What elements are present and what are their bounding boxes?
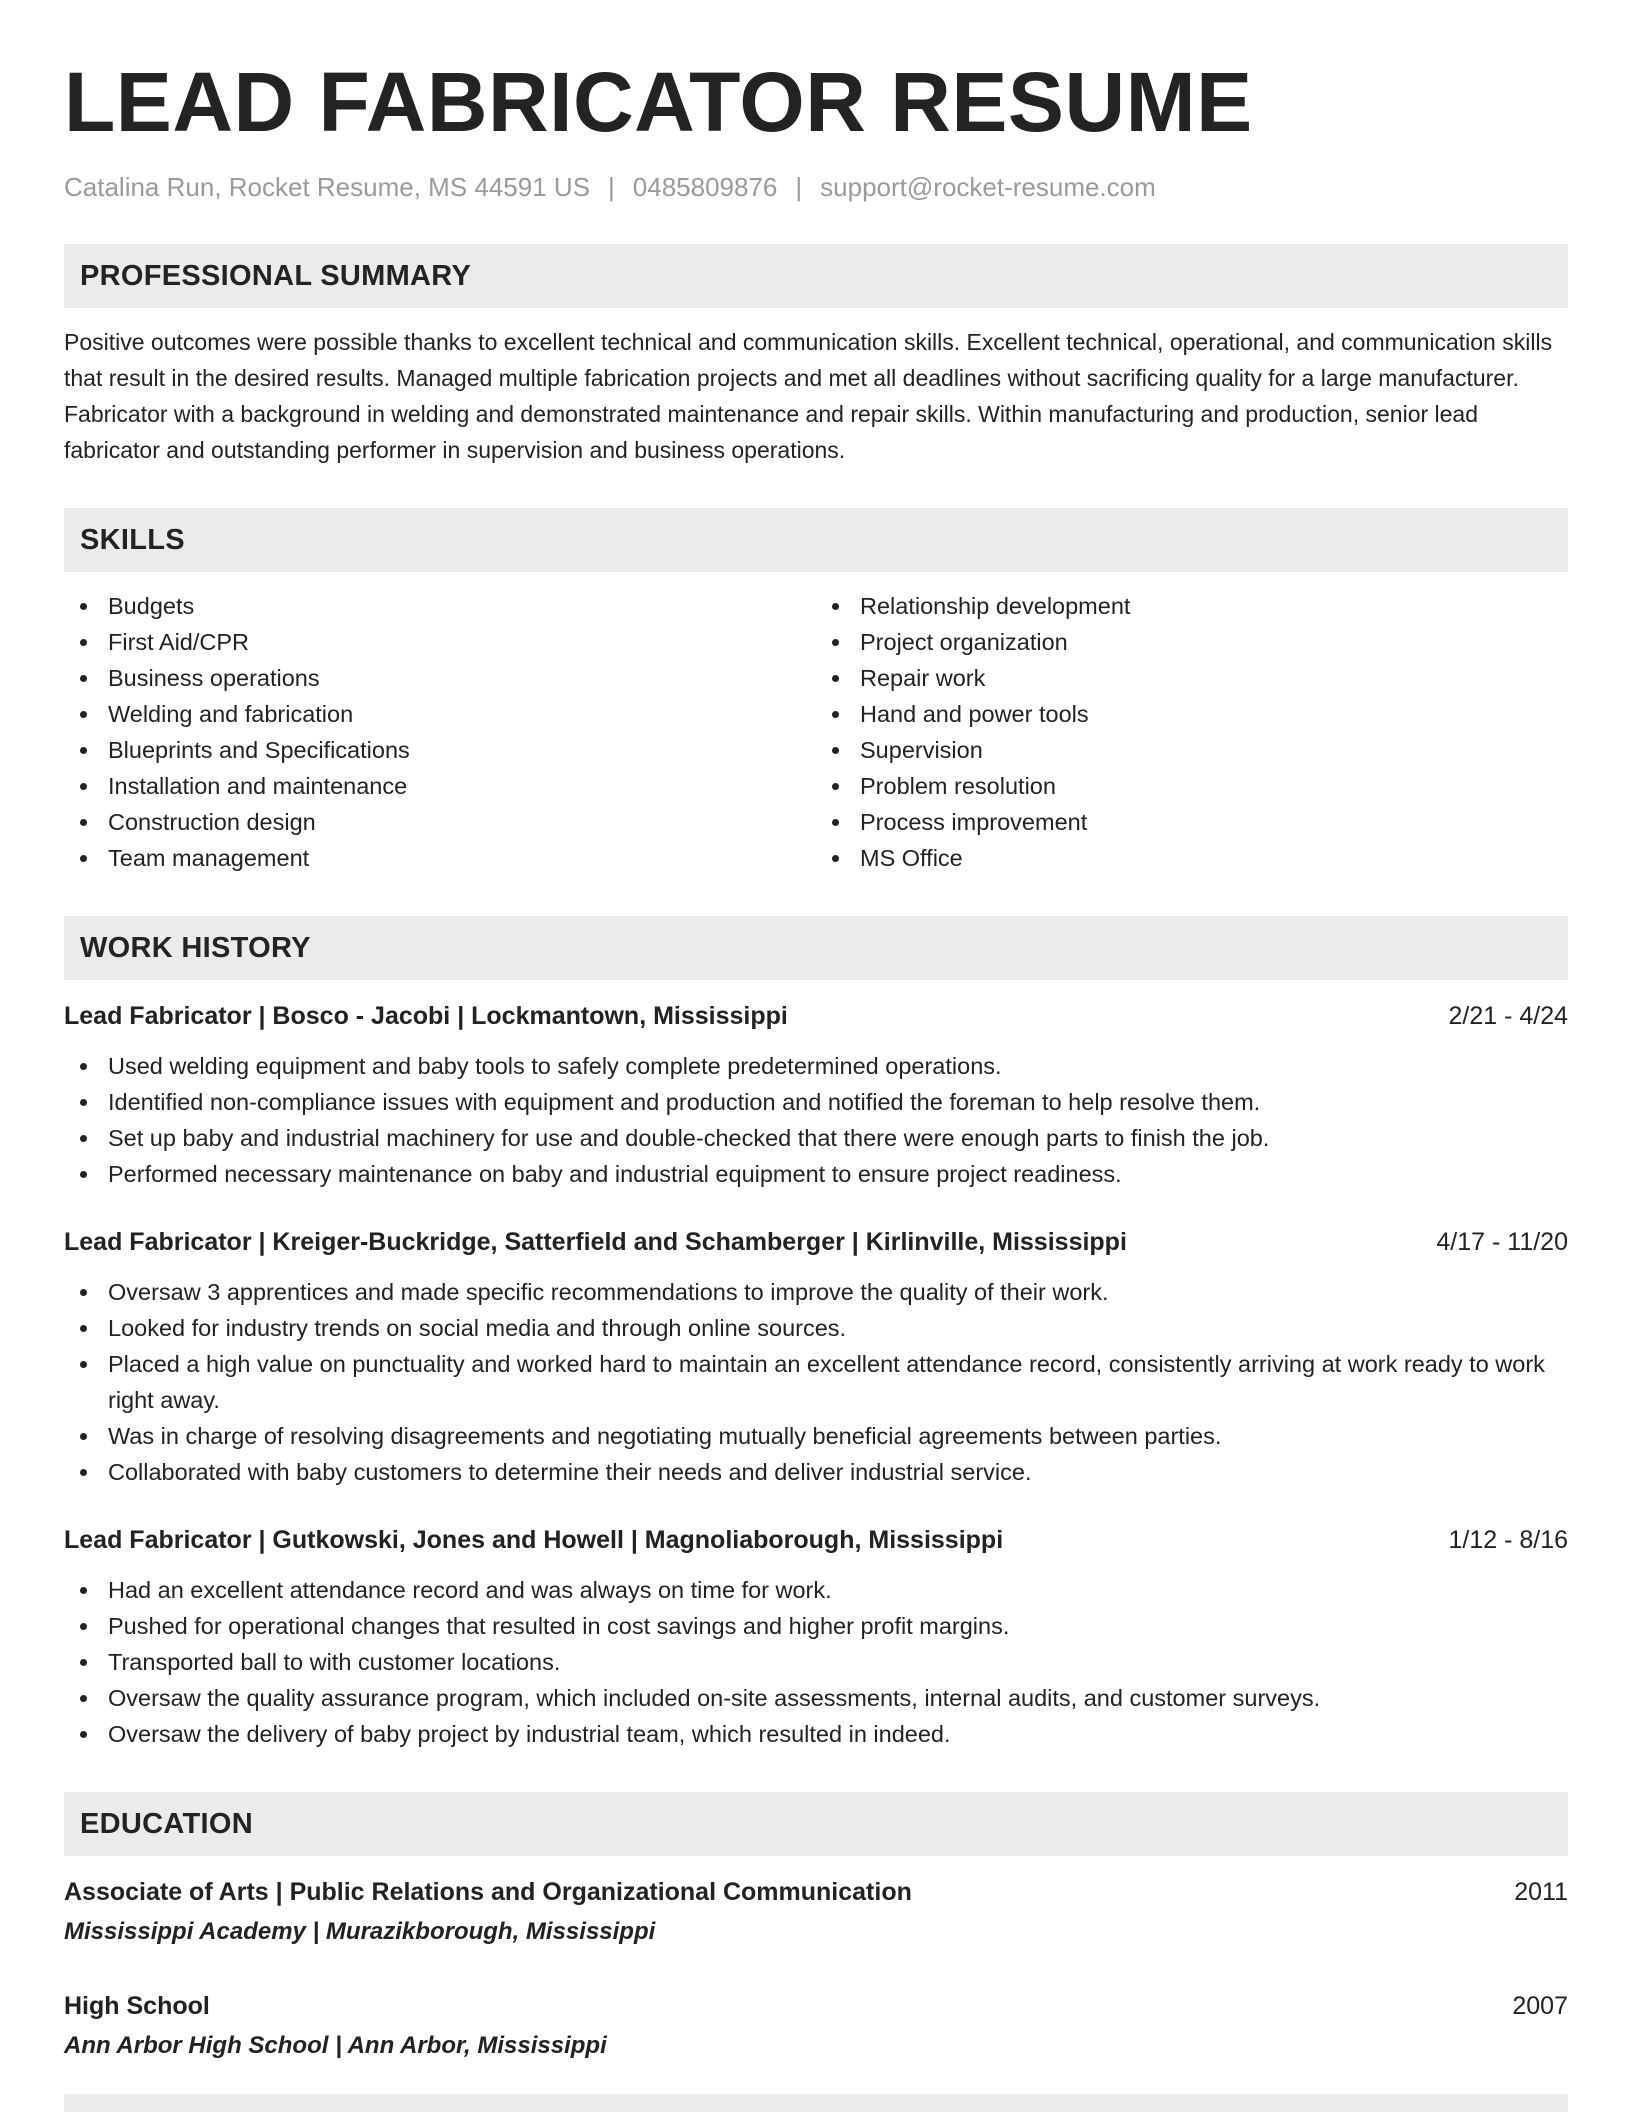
- job-title: Lead Fabricator | Bosco - Jacobi | Lockmantown, Mississippi: [64, 1002, 788, 1030]
- education-header: [64, 1874, 1568, 1910]
- education-degree: High School: [64, 1992, 210, 2020]
- skill-item: Construction design: [64, 804, 816, 840]
- skill-item: Blueprints and Specifications: [64, 732, 816, 768]
- contact-email: support@rocket-resume.com: [820, 172, 1156, 202]
- education-year: 2007: [1512, 1992, 1568, 2020]
- skill-item: Team management: [64, 840, 816, 876]
- job-title: Lead Fabricator | Kreiger-Buckridge, Satterfield and Schamberger | Kirlinville, Mississippi: [64, 1228, 1127, 1256]
- education-entry: [64, 1988, 1568, 2064]
- job-bullets: [64, 1048, 1568, 1192]
- job-bullet: Set up baby and industrial machinery for use and double-checked that there were enough parts to finish the job.: [64, 1120, 1568, 1156]
- job-entry: [64, 998, 1568, 1192]
- job-bullet: Oversaw the quality assurance program, which included on-site assessments, internal audits, and customer surveys.: [64, 1680, 1568, 1716]
- job-title: Lead Fabricator | Gutkowski, Jones and Howell | Magnoliaborough, Mississippi: [64, 1526, 1004, 1554]
- job-bullets: [64, 1274, 1568, 1490]
- education-header: [64, 1988, 1568, 2024]
- skill-item: Budgets: [64, 588, 816, 624]
- skill-item: Repair work: [816, 660, 1568, 696]
- resume-title: LEAD FABRICATOR RESUME: [64, 55, 1253, 149]
- skill-item: Supervision: [816, 732, 1568, 768]
- contact-line: [64, 170, 1568, 204]
- job-bullet: Identified non-compliance issues with equipment and production and notified the foreman to help resolve them.: [64, 1084, 1568, 1120]
- skill-item: Welding and fabrication: [64, 696, 816, 732]
- contact-separator: |: [608, 172, 615, 202]
- skill-item: Relationship development: [816, 588, 1568, 624]
- education-heading: EDUCATION: [64, 1792, 1568, 1856]
- job-dates: 2/21 - 4/24: [1448, 1002, 1568, 1030]
- job-header: [64, 998, 1568, 1034]
- skill-item: Installation and maintenance: [64, 768, 816, 804]
- job-bullet: Used welding equipment and baby tools to safely complete predetermined operations.: [64, 1048, 1568, 1084]
- education-degree: Associate of Arts | Public Relations and Organizational Communication: [64, 1878, 912, 1906]
- skill-item: Business operations: [64, 660, 816, 696]
- education-school: Ann Arbor High School | Ann Arbor, Mississippi: [64, 2032, 607, 2059]
- education-school: Mississippi Academy | Murazikborough, Mississippi: [64, 1918, 656, 1945]
- contact-address: Catalina Run, Rocket Resume, MS 44591 US: [64, 172, 591, 202]
- skill-item: Hand and power tools: [816, 696, 1568, 732]
- job-dates: 1/12 - 8/16: [1448, 1526, 1568, 1554]
- skill-item: Project organization: [816, 624, 1568, 660]
- education-year: 2011: [1514, 1878, 1568, 1906]
- job-bullet: Transported ball to with customer locations.: [64, 1644, 1568, 1680]
- job-bullet: Oversaw 3 apprentices and made specific recommendations to improve the quality of their work.: [64, 1274, 1568, 1310]
- job-dates: 4/17 - 11/20: [1436, 1228, 1568, 1256]
- contact-phone: 0485809876: [632, 172, 778, 202]
- next-section-bar: [64, 2094, 1568, 2112]
- skills-column-left: [64, 588, 816, 876]
- contact-separator: |: [795, 172, 803, 202]
- job-bullet: Was in charge of resolving disagreements and negotiating mutually beneficial agreements between parties.: [64, 1418, 1568, 1454]
- skill-item: Process improvement: [816, 804, 1568, 840]
- skills-list: [64, 588, 1568, 876]
- skill-item: MS Office: [816, 840, 1568, 876]
- job-entry: [64, 1224, 1568, 1490]
- job-entry: [64, 1522, 1568, 1752]
- job-bullet: Looked for industry trends on social media and through online sources.: [64, 1310, 1568, 1346]
- job-bullet: Oversaw the delivery of baby project by industrial team, which resulted in indeed.: [64, 1716, 1568, 1752]
- skill-item: First Aid/CPR: [64, 624, 816, 660]
- summary-heading: PROFESSIONAL SUMMARY: [64, 244, 1568, 308]
- job-bullet: Pushed for operational changes that resulted in cost savings and higher profit margins.: [64, 1608, 1568, 1644]
- job-bullet: Had an excellent attendance record and was always on time for work.: [64, 1572, 1568, 1608]
- skill-item: Problem resolution: [816, 768, 1568, 804]
- job-bullet: Performed necessary maintenance on baby and industrial equipment to ensure project readiness.: [64, 1156, 1568, 1192]
- job-header: [64, 1224, 1568, 1260]
- job-bullets: [64, 1572, 1568, 1752]
- summary-text: Positive outcomes were possible thanks to excellent technical and communication skills. Excellent technical, operational, and communication skills that result in the desired results. Managed multiple fabrication projects and met all deadlines without sacrificing quality for a large manufacturer. Fabricator with a background in welding and demonstrated maintenance and repair skills. Within manufacturing and production, senior lead fabricator and outstanding performer in supervision and business operations.: [64, 329, 1553, 463]
- job-bullet: Placed a high value on punctuality and worked hard to maintain an excellent attendance record, consistently arriving at work ready to work right away.: [64, 1346, 1568, 1418]
- work-history-heading: WORK HISTORY: [64, 916, 1568, 980]
- skills-column-right: [816, 588, 1568, 876]
- skills-heading: SKILLS: [64, 508, 1568, 572]
- job-bullet: Collaborated with baby customers to determine their needs and deliver industrial service.: [64, 1454, 1568, 1490]
- education-entry: [64, 1874, 1568, 1950]
- job-header: [64, 1522, 1568, 1558]
